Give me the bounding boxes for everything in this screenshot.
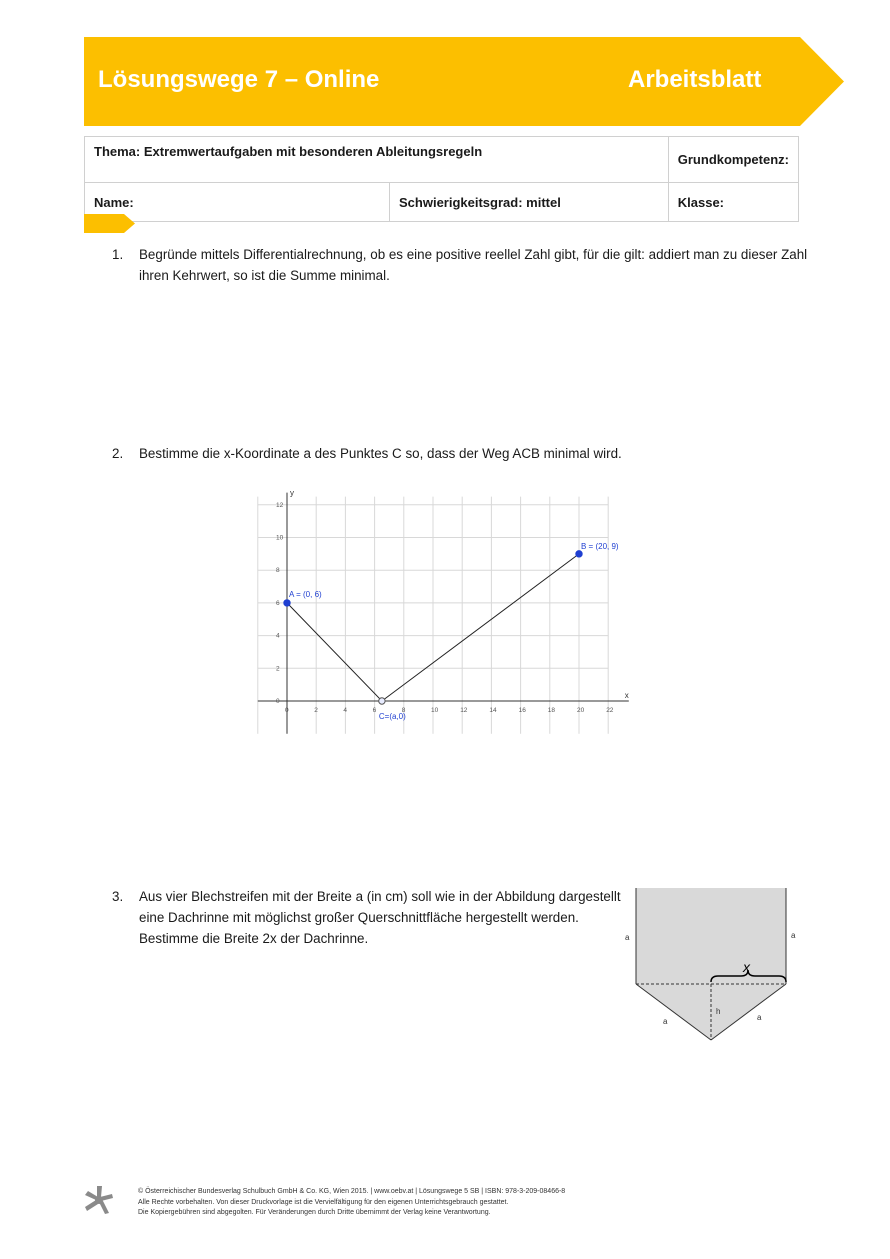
x-axis-label: x — [624, 691, 629, 700]
y-tick-label: 10 — [276, 534, 284, 542]
footer-line: Die Kopiergebühren sind abgegolten. Für Veränderungen durch Dritte übernimmt der Verlag keine Verantwortung. — [138, 1209, 491, 1216]
section-arrow — [84, 214, 136, 234]
header-banner — [84, 37, 844, 126]
gutter-cross-section — [636, 888, 786, 1040]
footer-text — [138, 1187, 565, 1219]
coordinate-chart — [266, 485, 629, 735]
label-a-left: a — [625, 933, 630, 942]
y-tick-label: 2 — [276, 665, 280, 673]
label-a-right: a — [791, 931, 796, 940]
topic-cell: Thema: Extremwertaufgaben mit besonderen Ableitungsregeln — [85, 137, 669, 183]
point-b — [576, 551, 582, 557]
point-a — [284, 600, 290, 606]
y-tick-label: 12 — [276, 501, 284, 509]
y-tick-label: 0 — [276, 698, 280, 705]
task-text-line: Aus vier Blechstreifen mit der Breite a (in cm) soll wie in der Abbildung dargestellt — [139, 889, 621, 904]
footer-line: © Österreichischer Bundesverlag Schulbuch GmbH & Co. KG, Wien 2015. | www.oebv.at | Lösungswege 5 SB | ISBN: 978-3-209-08466-8 — [138, 1188, 566, 1195]
x-tick-label: 4 — [343, 707, 348, 714]
x-tick-label: 0 — [285, 707, 289, 714]
task-text-line: Bestimme die Breite 2x der Dachrinne. — [139, 931, 369, 946]
point-c — [379, 698, 385, 704]
task-number: 3. — [112, 889, 124, 904]
y-tick-label: 6 — [276, 599, 280, 607]
x-tick-label: 10 — [431, 707, 439, 714]
name-cell: Name: — [85, 183, 390, 222]
task-text-line: Begründe mittels Differentialrechnung, ob es eine positive reellel Zahl gibt, für die gilt: addiert man zu dieser Zahl — [139, 247, 808, 262]
task-text-line: Bestimme die x-Koordinate a des Punktes C so, dass der Weg ACB minimal wird. — [139, 446, 622, 461]
x-tick-label: 6 — [372, 707, 377, 714]
gutter-diagram — [620, 888, 820, 1048]
x-tick-label: 12 — [460, 707, 468, 714]
task-text-line: ihren Kehrwert, so ist die Summe minimal. — [139, 268, 390, 283]
class-cell: Klasse: — [668, 183, 798, 222]
point-label: A = (0, 6) — [289, 589, 322, 599]
difficulty-cell: Schwierigkeitsgrad: mittel — [390, 183, 669, 222]
point-label: C=(a,0) — [378, 712, 406, 721]
info-table — [84, 136, 799, 222]
page-title: Lösungswege 7 – Online — [98, 66, 380, 93]
x-tick-label: 8 — [401, 707, 406, 714]
label-a-slant-left: a — [663, 1017, 668, 1026]
task-number: 2. — [112, 446, 124, 461]
y-tick-label: 8 — [276, 567, 280, 575]
x-tick-label: 2 — [314, 707, 318, 714]
label-a-slant-right: a — [757, 1013, 762, 1022]
x-tick-label: 20 — [577, 707, 585, 714]
y-axis-label: y — [290, 488, 294, 498]
competence-cell: Grundkompetenz: — [668, 137, 798, 183]
task-text-line: eine Dachrinne mit möglichst großer Querschnittfläche hergestellt werden. — [139, 910, 579, 925]
point-label: B = (20, 9) — [581, 541, 619, 551]
x-tick-label: 14 — [489, 707, 497, 714]
y-tick-label: 4 — [276, 632, 280, 640]
x-tick-label: 16 — [518, 707, 526, 714]
label-x: x — [743, 959, 750, 975]
footer-line: Alle Rechte vorbehalten. Von dieser Druckvorlage ist die Vervielfältigung für den eigenen Unterrichtsgebrauch gestattet. — [138, 1198, 509, 1206]
task-number: 1. — [112, 247, 124, 262]
x-tick-label: 22 — [606, 707, 614, 714]
x-tick-label: 18 — [547, 707, 556, 714]
document-type: Arbeitsblatt — [628, 66, 762, 93]
publisher-logo — [84, 1185, 114, 1215]
label-h: h — [716, 1007, 721, 1016]
